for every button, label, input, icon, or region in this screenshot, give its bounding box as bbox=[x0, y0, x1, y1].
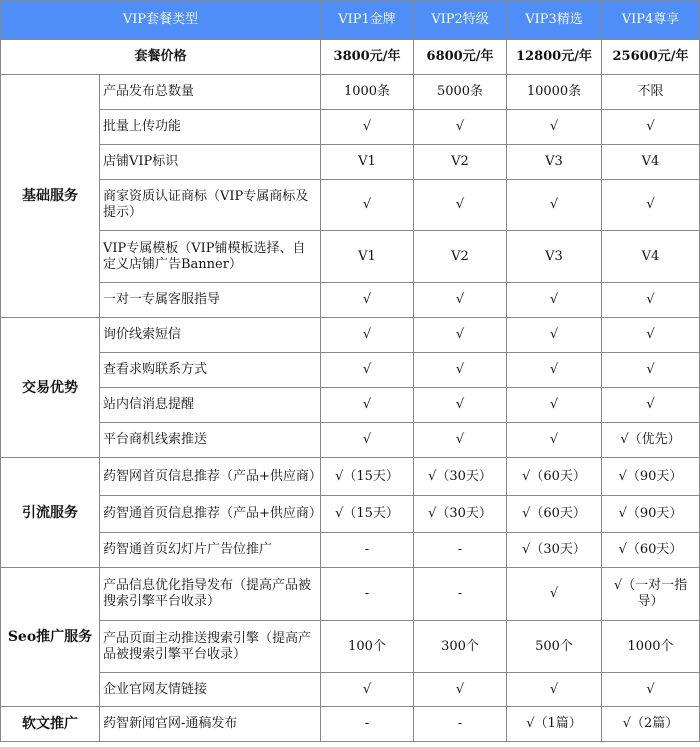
value-cell: √（90天） bbox=[602, 496, 700, 533]
header-plan-vip2: VIP2特级 bbox=[414, 1, 507, 40]
check-mark: √ bbox=[414, 180, 507, 231]
value-cell: V1 bbox=[321, 231, 414, 283]
check-mark: √ bbox=[507, 568, 602, 621]
category-basic-services: 基础服务 bbox=[1, 75, 100, 318]
check-mark: √ bbox=[507, 353, 602, 388]
value-cell: V2 bbox=[414, 145, 507, 180]
value-cell: √（优先） bbox=[602, 423, 700, 458]
feature-cell: 询价线索短信 bbox=[100, 318, 321, 353]
check-mark: √ bbox=[507, 180, 602, 231]
check-mark: √ bbox=[507, 283, 602, 318]
check-mark: √ bbox=[321, 283, 414, 318]
table-row bbox=[1, 568, 700, 621]
feature-cell: 产品发布总数量 bbox=[100, 75, 321, 110]
category-traffic-services: 引流服务 bbox=[1, 458, 100, 568]
table-row bbox=[1, 707, 700, 742]
header-row bbox=[1, 1, 700, 40]
check-mark: √ bbox=[602, 388, 700, 423]
category-seo-services: Seo推广服务 bbox=[1, 568, 100, 707]
check-mark: √ bbox=[321, 388, 414, 423]
value-cell: - bbox=[321, 533, 414, 568]
feature-cell: 店铺VIP标识 bbox=[100, 145, 321, 180]
value-cell: 1000个 bbox=[602, 621, 700, 673]
table-row bbox=[1, 353, 700, 388]
value-cell: - bbox=[321, 568, 414, 621]
value-cell: - bbox=[414, 707, 507, 742]
value-cell: 不限 bbox=[602, 75, 700, 110]
category-article-promotion: 软文推广 bbox=[1, 707, 100, 742]
table-row bbox=[1, 621, 700, 673]
price-vip4: 25600元/年 bbox=[602, 40, 700, 75]
value-cell: 500个 bbox=[507, 621, 602, 673]
feature-cell: 一对一专属客服指导 bbox=[100, 283, 321, 318]
header-plan-vip1: VIP1金牌 bbox=[321, 1, 414, 40]
header-plan-vip4: VIP4尊享 bbox=[602, 1, 700, 40]
check-mark: √ bbox=[507, 110, 602, 145]
value-cell: √（2篇） bbox=[602, 707, 700, 742]
check-mark: √ bbox=[602, 180, 700, 231]
check-mark: √ bbox=[321, 353, 414, 388]
price-label: 套餐价格 bbox=[1, 40, 321, 75]
check-mark: √ bbox=[602, 318, 700, 353]
check-mark: √ bbox=[507, 673, 602, 707]
value-cell: √（15天） bbox=[321, 496, 414, 533]
value-cell: √（60天） bbox=[507, 458, 602, 496]
table-row bbox=[1, 110, 700, 145]
feature-cell: 产品页面主动推送搜索引擎（提高产品被搜索引擎平台收录） bbox=[100, 621, 321, 673]
value-cell: √（1篇） bbox=[507, 707, 602, 742]
category-trade-advantages: 交易优势 bbox=[1, 318, 100, 458]
value-cell: √（30天） bbox=[414, 458, 507, 496]
header-plan-vip3: VIP3精选 bbox=[507, 1, 602, 40]
table-row bbox=[1, 423, 700, 458]
table-row bbox=[1, 533, 700, 568]
value-cell: - bbox=[414, 533, 507, 568]
check-mark: √ bbox=[414, 110, 507, 145]
price-vip2: 6800元/年 bbox=[414, 40, 507, 75]
check-mark: √ bbox=[602, 110, 700, 145]
value-cell: √（60天） bbox=[507, 496, 602, 533]
check-mark: √ bbox=[321, 110, 414, 145]
table-row bbox=[1, 180, 700, 231]
value-cell: V4 bbox=[602, 145, 700, 180]
value-cell: √（30天） bbox=[414, 496, 507, 533]
feature-cell: 产品信息优化指导发布（提高产品被搜索引擎平台收录） bbox=[100, 568, 321, 621]
check-mark: √ bbox=[414, 423, 507, 458]
table-row bbox=[1, 145, 700, 180]
table-row bbox=[1, 231, 700, 283]
table-row bbox=[1, 458, 700, 496]
table-row bbox=[1, 283, 700, 318]
feature-cell: 药智通首页信息推荐（产品+供应商） bbox=[100, 496, 321, 533]
value-cell: V3 bbox=[507, 145, 602, 180]
value-cell: √（60天） bbox=[602, 533, 700, 568]
check-mark: √ bbox=[414, 388, 507, 423]
value-cell: 100个 bbox=[321, 621, 414, 673]
table-row bbox=[1, 75, 700, 110]
value-cell: 5000条 bbox=[414, 75, 507, 110]
price-vip1: 3800元/年 bbox=[321, 40, 414, 75]
check-mark: √ bbox=[507, 318, 602, 353]
value-cell: √（一对一指导） bbox=[602, 568, 700, 621]
check-mark: √ bbox=[602, 283, 700, 318]
feature-cell: 药智通首页幻灯片广告位推广 bbox=[100, 533, 321, 568]
check-mark: √ bbox=[414, 283, 507, 318]
check-mark: √ bbox=[507, 388, 602, 423]
check-mark: √ bbox=[602, 353, 700, 388]
value-cell: 300个 bbox=[414, 621, 507, 673]
value-cell: √（90天） bbox=[602, 458, 700, 496]
table-row bbox=[1, 318, 700, 353]
price-row bbox=[1, 40, 700, 75]
header-package-type: VIP套餐类型 bbox=[1, 1, 321, 40]
feature-cell: 平台商机线索推送 bbox=[100, 423, 321, 458]
value-cell: √（30天） bbox=[507, 533, 602, 568]
feature-cell: 商家资质认证商标（VIP专属商标及提示） bbox=[100, 180, 321, 231]
value-cell: V2 bbox=[414, 231, 507, 283]
check-mark: √ bbox=[321, 180, 414, 231]
feature-cell: 查看求购联系方式 bbox=[100, 353, 321, 388]
value-cell: - bbox=[414, 568, 507, 621]
value-cell: 10000条 bbox=[507, 75, 602, 110]
check-mark: √ bbox=[414, 353, 507, 388]
value-cell: V1 bbox=[321, 145, 414, 180]
feature-cell: VIP专属模板（VIP铺模板选择、自定义店铺广告Banner） bbox=[100, 231, 321, 283]
check-mark: √ bbox=[321, 673, 414, 707]
table-row bbox=[1, 673, 700, 707]
check-mark: √ bbox=[602, 673, 700, 707]
feature-cell: 企业官网友情链接 bbox=[100, 673, 321, 707]
value-cell: - bbox=[321, 707, 414, 742]
check-mark: √ bbox=[321, 318, 414, 353]
check-mark: √ bbox=[414, 673, 507, 707]
check-mark: √ bbox=[321, 423, 414, 458]
feature-cell: 药智新闻官网-通稿发布 bbox=[100, 707, 321, 742]
table-row bbox=[1, 496, 700, 533]
price-vip3: 12800元/年 bbox=[507, 40, 602, 75]
value-cell: V4 bbox=[602, 231, 700, 283]
value-cell: V3 bbox=[507, 231, 602, 283]
feature-cell: 站内信消息提醒 bbox=[100, 388, 321, 423]
feature-cell: 药智网首页信息推荐（产品+供应商） bbox=[100, 458, 321, 496]
check-mark: √ bbox=[507, 423, 602, 458]
check-mark: √ bbox=[414, 318, 507, 353]
value-cell: √（15天） bbox=[321, 458, 414, 496]
value-cell: 1000条 bbox=[321, 75, 414, 110]
feature-cell: 批量上传功能 bbox=[100, 110, 321, 145]
table-row bbox=[1, 388, 700, 423]
